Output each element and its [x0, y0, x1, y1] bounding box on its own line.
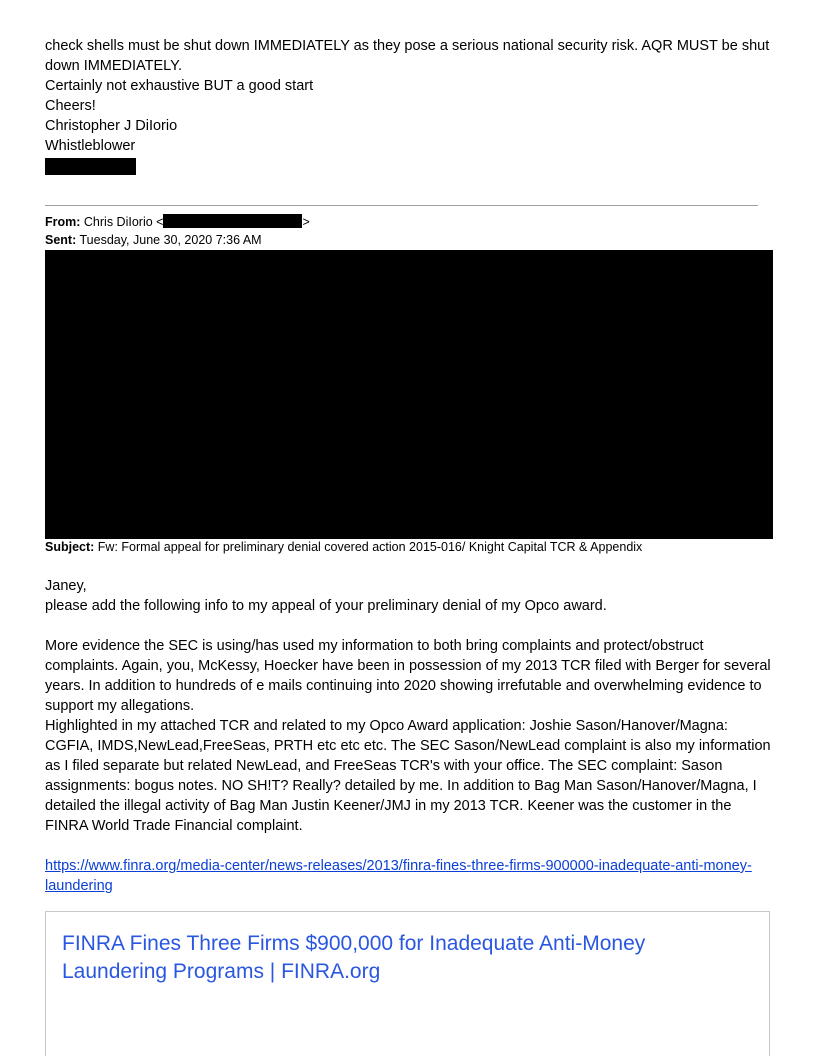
- subject-value: Fw: Formal appeal for preliminary denial covered action 2015-016/ Knight Capital TCR & Appendix: [97, 540, 643, 554]
- sent-value: Tuesday, June 30, 2020 7:36 AM: [79, 233, 262, 247]
- paragraph: More evidence the SEC is using/has used my information to both bring complaints and protect/obstruct complaints. Again, you, McKessy, Hoecker have been in possession of my 2013 TCR filed with Berger for several years. In addition to hundreds of e mails continuing into 2020 showing irrefutable and overwhelming evidence to support my allegations.: [45, 638, 771, 714]
- request-line: please add the following info to my appeal of your preliminary denial of my Opco award.: [45, 598, 607, 614]
- link-preview-title[interactable]: FINRA Fines Three Firms $900,000 for Inadequate Anti-Money Laundering Programs | FINRA.org: [62, 932, 646, 983]
- from-name: Chris DiIorio <: [83, 215, 164, 229]
- news-release-link[interactable]: https://www.finra.org/media-center/news-releases/2013/finra-fines-three-firms-900000-inadequate-anti-money-laundering: [45, 858, 752, 894]
- from-close: >: [302, 215, 310, 229]
- paragraph: Highlighted in my attached TCR and related to my Opco Award application: Joshie Sason/Hanover/Magna: CGFIA, IMDS,NewLead,FreeSeas, PRTH etc etc etc. The SEC Sason/NewLead complaint is also my information as I filed separate but related NewLead, and FreeSeas TCR's with your office. The SEC complaint: Sason assignments: bogus notes. NO SH!T? Really? detailed by me. In addition to Bag Man Sason/Hanover/Magna, I detailed the illegal activity of Bag Man Justin Keener/JMJ in my 2013 TCR. Keener was the customer in the FINRA World Trade Financial complaint.: [45, 718, 771, 834]
- signature-title: Whistleblower: [45, 138, 136, 154]
- redaction-box: [45, 158, 136, 175]
- body-line: check shells must be shut down IMMEDIATELY as they pose a serious national security risk. AQR MUST be shut down IMMEDIATELY.: [45, 38, 770, 74]
- redaction-box: [163, 214, 302, 228]
- header-sent: [45, 232, 262, 248]
- body-line: Certainly not exhaustive BUT a good start: [45, 78, 314, 94]
- signature-block: [45, 36, 773, 175]
- header-from: [45, 214, 310, 230]
- greeting: Janey,: [45, 578, 87, 594]
- message-body: [45, 576, 773, 896]
- subject-label: Subject:: [45, 540, 95, 554]
- body-line: Cheers!: [45, 98, 96, 114]
- header-subject: [45, 539, 642, 555]
- link-preview-card[interactable]: [45, 911, 770, 1056]
- sent-label: Sent:: [45, 233, 77, 247]
- redaction-block: [45, 250, 773, 539]
- signature-name: Christopher J DiIorio: [45, 118, 178, 134]
- from-label: From:: [45, 215, 81, 229]
- message-divider: [45, 205, 758, 206]
